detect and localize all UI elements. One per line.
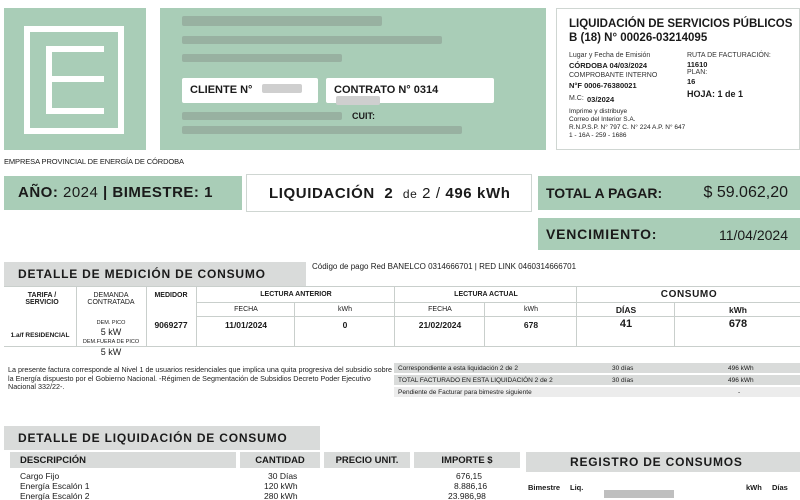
liq-total: 2 / [422, 185, 441, 202]
consumo-dias: 41 [619, 318, 633, 330]
act-kwh: 678 [523, 320, 539, 330]
liq-row-importe: 676,15 [456, 471, 482, 481]
liq-row-cant: 30 Días [268, 471, 298, 481]
consumo-kwh: 678 [728, 318, 748, 330]
cuit-label: CUIT: [352, 111, 375, 121]
ant-fecha: 11/01/2024 [224, 320, 268, 330]
col-precio: PRECIO UNIT. [324, 452, 410, 468]
total-box [538, 176, 800, 210]
col-kwh: kWh [746, 483, 762, 492]
sub-fecha-ant: FECHA [234, 306, 258, 313]
act-fecha: 21/02/2024 [418, 320, 462, 330]
customer-header [160, 8, 546, 150]
periodo-box [4, 176, 242, 210]
liq-row-desc: Energía Escalón 2 [20, 491, 90, 500]
liquidacion-box [246, 174, 532, 212]
col-consumo: CONSUMO [660, 289, 718, 300]
col-lectura-actual: LECTURA ACTUAL [454, 291, 518, 298]
col-liq: Liq. [570, 483, 584, 492]
medicion-section-title: DETALLE DE MEDICIÓN DE CONSUMO [4, 262, 306, 286]
hoja-value: HOJA: 1 de 1 [687, 89, 744, 99]
redacted-contrato [336, 96, 380, 105]
dem-pico-value: 5 kW [100, 327, 122, 337]
ano-label: AÑO: [18, 184, 59, 201]
codigo-pago: Código de pago Red BANELCO 0314666701 | RED LINK 0460314666701 [312, 262, 577, 271]
liquidacion-section-title: DETALLE DE LIQUIDACIÓN DE CONSUMO [4, 426, 320, 450]
summary-row: Pendiente de Facturar para bimestre siguiente - [394, 387, 800, 398]
cliente-box [182, 78, 318, 103]
redacted-address-2 [182, 54, 342, 62]
logo-e-mark [24, 26, 124, 134]
col-tarifa: TARIFA / SERVICIO [25, 292, 59, 306]
invoice-info-panel [556, 8, 800, 150]
dem-pico-label: DEM. PICO [96, 320, 126, 326]
liq-kwh: 496 kWh [445, 185, 511, 202]
redacted-line-2 [182, 126, 462, 134]
vencimiento-box [538, 218, 800, 250]
imprime-block: Imprime y distribuye Correo del Interior S.A. R.N.P.S.P. N° 797 C. N° 224 A.P. N° 647 1 - 16A - 259 - 1686 [569, 108, 686, 139]
col-dias: Días [772, 483, 788, 492]
col-demanda: DEMANDA CONTRATADA [87, 292, 135, 306]
ruta-label: RUTA DE FACTURACIÓN: [687, 52, 771, 59]
contrato-box [326, 78, 494, 103]
ant-kwh: 0 [342, 320, 348, 330]
redacted-name [182, 16, 382, 26]
redacted-cliente [262, 84, 302, 93]
vencimiento-value: 11/04/2024 [718, 227, 788, 243]
col-lectura-anterior: LECTURA ANTERIOR [260, 291, 332, 298]
sub-kwh-ant: kWh [338, 306, 352, 313]
col-cantidad: CANTIDAD [240, 452, 320, 468]
liq-row-importe: 23.986,98 [448, 491, 486, 500]
summary-row: TOTAL FACTURADO EN ESTA LIQUIDACIÓN 2 de 2 30 días 496 kWh [394, 375, 800, 386]
invoice-title: LIQUIDACIÓN DE SERVICIOS PÚBLICOS B (18) N° 00026-03214095 [569, 18, 793, 44]
cliente-label: CLIENTE N° [190, 84, 253, 96]
liq-num: 2 [384, 185, 394, 202]
liq-row-cant: 280 kWh [264, 491, 298, 500]
col-bimestre: Bimestre [528, 483, 561, 492]
ano-value: 2024 [63, 184, 99, 201]
vencimiento-label: VENCIMIENTO: [546, 226, 658, 242]
liq-de: de [402, 187, 418, 201]
plan-value: 16 [687, 77, 696, 86]
col-medidor: MEDIDOR [154, 292, 188, 299]
medidor-value: 9069277 [154, 320, 188, 330]
lugar-label: Lugar y Fecha de Emisión [569, 52, 651, 59]
dem-fuera-value: 5 kW [100, 347, 122, 357]
liq-row-cant: 120 kWh [264, 481, 298, 491]
registro-section-title: REGISTRO DE CONSUMOS [526, 452, 800, 472]
plan-label: PLAN: [687, 69, 708, 76]
company-logo [4, 8, 146, 150]
subsidio-nota: La presente factura corresponde al Nivel 1 de usuarios residenciales que implica una quita progresiva del subsidio sobre la Energía dispuesto por el Gobierno Nacional. -Régimen de Segmentación de Subsidios Decreto Poder Ejecutivo Nacional 332/22-. [8, 365, 392, 391]
sub-dias: DÍAS [615, 305, 637, 315]
ruta-value: 11610 [687, 60, 708, 69]
mc-label: M.C: [569, 95, 584, 102]
company-name: EMPRESA PROVINCIAL DE ENERGÍA DE CÓRDOBA [4, 157, 184, 166]
total-label: TOTAL A PAGAR: [546, 185, 663, 201]
liq-row-desc: Energía Escalón 1 [20, 481, 90, 491]
col-descripcion: DESCRIPCIÓN [10, 452, 236, 468]
comprobante-value: N°F 0006-76380021 [569, 81, 637, 90]
bimestre-value: 1 [204, 184, 213, 201]
bimestre-label: | BIMESTRE: [103, 184, 200, 201]
sub-kwh-act: kWh [524, 306, 538, 313]
dem-fuera-label: DEM.FUERA DE PICO [82, 339, 140, 345]
liq-row-importe: 8.886,16 [454, 481, 488, 491]
contrato-label: CONTRATO N° 0314 [334, 84, 439, 96]
comprobante-label: COMPROBANTE INTERNO [569, 72, 658, 79]
sub-fecha-act: FECHA [428, 306, 452, 313]
total-value: $ 59.062,20 [703, 184, 788, 201]
tarifa-value: 1.a/f RESIDENCIAL [10, 332, 70, 339]
sub-kwh-consumo: kWh [729, 305, 747, 315]
liq-row-desc: Cargo Fijo [20, 471, 60, 481]
medicion-table [4, 286, 800, 362]
col-importe: IMPORTE $ [414, 452, 520, 468]
liq-label: LIQUIDACIÓN [269, 185, 375, 202]
redacted-line [182, 112, 342, 120]
redacted-registro [604, 490, 674, 498]
summary-row: Correspondiente a esta liquidación 2 de 2 30 días 496 kWh [394, 363, 800, 374]
lugar-value: CÓRDOBA 04/03/2024 [569, 61, 648, 70]
mc-value: 03/2024 [587, 95, 615, 104]
redacted-address [182, 36, 442, 44]
